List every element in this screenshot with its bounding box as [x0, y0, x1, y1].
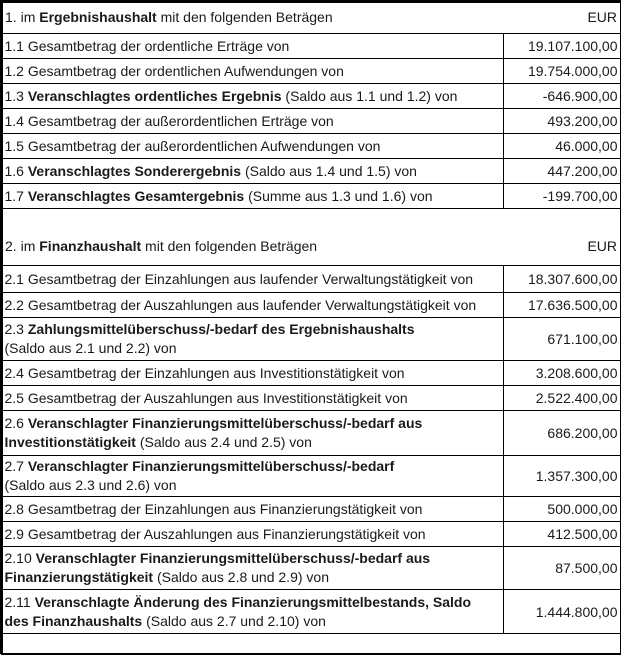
row-label [1, 386, 503, 411]
row-number: 2.6 [4, 415, 24, 431]
row-value: 493.200,00 [503, 109, 621, 134]
row-value: 412.500,00 [503, 522, 621, 547]
row-text: Gesamtbetrag der ordentlichen Aufwendungen von [27, 63, 344, 79]
row-bold-text: Veranschlagter Finanzierungsmittelüberschuss/-bedarf aus Finanzierungstätigkeit [4, 550, 431, 585]
row-number: 1.3 [4, 88, 24, 104]
row-text: (Saldo aus 1.1 und 1.2) von [285, 88, 458, 104]
section-suffix: mit den folgenden Beträgen [145, 238, 318, 254]
table-row [1, 59, 621, 84]
row-value: 19.754.000,00 [503, 59, 621, 84]
row-number: 2.5 [4, 390, 24, 406]
table-row [1, 266, 621, 293]
row-text: Gesamtbetrag der außerordentlichen Erträge von [27, 113, 334, 129]
table-row [1, 590, 621, 634]
row-value: 46.000,00 [503, 134, 621, 159]
row-number: 1.7 [4, 188, 24, 204]
table-row [1, 386, 621, 411]
row-text: (Summe aus 1.3 und 1.6) von [248, 188, 433, 204]
row-value: -199.700,00 [503, 184, 621, 209]
row-text: Gesamtbetrag der ordentliche Erträge von [27, 38, 290, 54]
row-value: 17.636.500,00 [503, 293, 621, 318]
row-number: 1.2 [4, 63, 24, 79]
section-header-ergebnishaushalt [1, 1, 621, 34]
row-text: (Saldo aus 2.4 und 2.5) von [139, 434, 312, 450]
section-number: 1. [5, 9, 17, 25]
row-value: 2.522.400,00 [503, 386, 621, 411]
row-number: 2.2 [4, 297, 24, 313]
row-number: 2.1 [4, 271, 24, 287]
section-prefix: im [20, 9, 36, 25]
row-value: 87.500,00 [503, 547, 621, 590]
table-row [1, 184, 621, 209]
table-row [1, 456, 621, 497]
row-bold-text: Veranschlagter Finanzierungsmittelüberschuss/-bedarf aus Investitionstätigkeit [4, 415, 423, 450]
table-row [1, 522, 621, 547]
section-suffix: mit den folgenden Beträgen [160, 9, 333, 25]
row-label [1, 84, 503, 109]
table-row [1, 34, 621, 59]
row-text: Gesamtbetrag der Einzahlungen aus laufender Verwaltungstätigkeit von [27, 271, 474, 287]
row-bold-text: Zahlungsmittelüberschuss/-bedarf des Ergebnishaushalts [27, 321, 415, 337]
row-number: 2.8 [4, 501, 24, 517]
row-text: Gesamtbetrag der Auszahlungen aus Investitionstätigkeit von [27, 390, 408, 406]
row-number: 1.5 [4, 138, 24, 154]
section-title [1, 1, 503, 34]
row-label [1, 361, 503, 386]
row-value: 1.444.800,00 [503, 590, 621, 634]
currency-label: EUR [503, 1, 621, 34]
row-label [1, 109, 503, 134]
row-bold-text: Veranschlagter Finanzierungsmittelüberschuss/-bedarf [27, 458, 395, 474]
table-row [1, 411, 621, 456]
section-number: 2. [5, 238, 17, 254]
section-title [1, 209, 503, 266]
row-value: 447.200,00 [503, 159, 621, 184]
row-value: 500.000,00 [503, 497, 621, 522]
row-label [1, 522, 503, 547]
row-text: Gesamtbetrag der Einzahlungen aus Finanzierungstätigkeit von [27, 501, 423, 517]
row-text: (Saldo aus 2.3 und 2.6) von [4, 477, 177, 493]
row-number: 2.9 [4, 526, 24, 542]
row-value: 3.208.600,00 [503, 361, 621, 386]
row-text: Gesamtbetrag der Auszahlungen aus laufender Verwaltungstätigkeit von [27, 297, 477, 313]
table-row [1, 293, 621, 318]
row-value: 686.200,00 [503, 411, 621, 456]
row-label [1, 411, 503, 456]
row-bold-text: Veranschlagtes Gesamtergebnis [27, 188, 245, 204]
row-label [1, 34, 503, 59]
table-row [1, 109, 621, 134]
table-row [1, 84, 621, 109]
section-header-finanzhaushalt [1, 209, 621, 266]
row-bold-text: Veranschlagtes ordentliches Ergebnis [27, 88, 282, 104]
row-number: 2.10 [4, 550, 32, 566]
row-value: 671.100,00 [503, 318, 621, 361]
row-text: (Saldo aus 2.8 und 2.9) von [156, 569, 329, 585]
row-number: 2.4 [4, 365, 24, 381]
row-text: Gesamtbetrag der Einzahlungen aus Investitionstätigkeit von [27, 365, 405, 381]
row-label [1, 590, 503, 634]
row-number: 2.3 [4, 321, 24, 337]
section-prefix: im [20, 238, 36, 254]
table-row [1, 547, 621, 590]
row-label [1, 134, 503, 159]
currency-label: EUR [503, 209, 621, 266]
table-row [1, 159, 621, 184]
row-label [1, 456, 503, 497]
row-number: 1.6 [4, 163, 24, 179]
row-value: 1.357.300,00 [503, 456, 621, 497]
row-label [1, 497, 503, 522]
row-number: 2.7 [4, 458, 24, 474]
row-text: Gesamtbetrag der Auszahlungen aus Finanzierungstätigkeit von [27, 526, 426, 542]
table-row [1, 134, 621, 159]
table-row [1, 497, 621, 522]
row-label [1, 318, 503, 361]
row-text: (Saldo aus 2.1 und 2.2) von [4, 340, 177, 356]
row-label [1, 547, 503, 590]
row-number: 1.4 [4, 113, 24, 129]
row-bold-text: Veranschlagtes Sonderergebnis [27, 163, 242, 179]
section-title-bold: Finanzhaushalt [39, 238, 142, 254]
row-label [1, 266, 503, 293]
row-label [1, 293, 503, 318]
row-value: 19.107.100,00 [503, 34, 621, 59]
table-row [1, 318, 621, 361]
row-label [1, 159, 503, 184]
table-row [1, 361, 621, 386]
row-value: -646.900,00 [503, 84, 621, 109]
row-text: (Saldo aus 2.7 und 2.10) von [146, 612, 326, 629]
row-text: Gesamtbetrag der außerordentlichen Aufwendungen von [27, 138, 381, 154]
row-label [1, 59, 503, 84]
row-number: 2.11 [4, 593, 31, 610]
row-number: 1.1 [4, 38, 24, 54]
row-bold-text: Veranschlagte Änderung des Finanzierungsmittelbestands, Saldo des Finanzhaushalts [4, 593, 472, 629]
row-text: (Saldo aus 1.4 und 1.5) von [244, 163, 417, 179]
row-value: 18.307.600,00 [503, 266, 621, 293]
section-title-bold: Ergebnishaushalt [39, 9, 157, 25]
row-label [1, 184, 503, 209]
